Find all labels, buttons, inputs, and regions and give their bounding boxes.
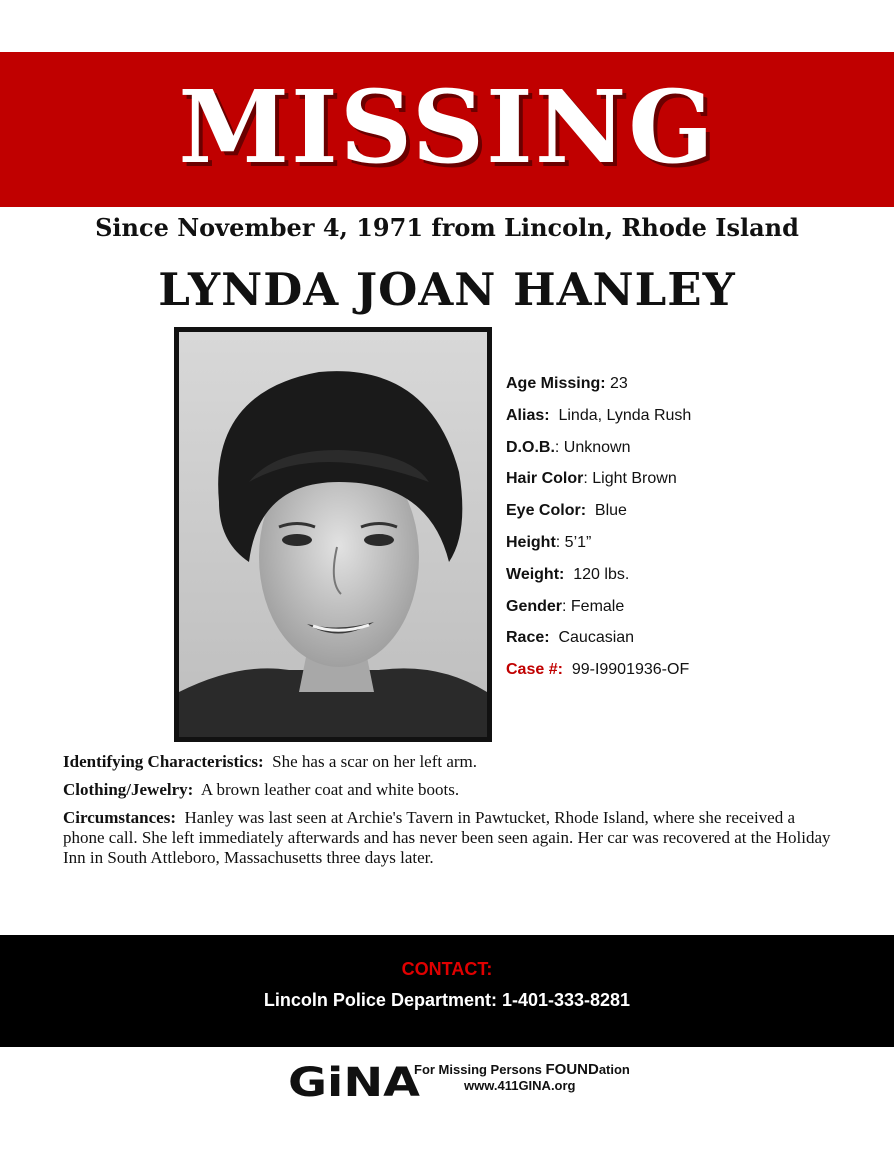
detail-dob-label: D.O.B. (506, 438, 555, 456)
detail-height (506, 531, 866, 563)
detail-alias-label: Alias: (506, 406, 550, 424)
clothing-jewelry (63, 780, 833, 800)
circumstances-label: Circumstances: (63, 808, 176, 827)
detail-race (506, 626, 866, 658)
tagline-suffix: ation (598, 1062, 630, 1077)
foundation-text (414, 1062, 634, 1094)
detail-hair-color-label: Hair Color (506, 470, 584, 488)
identifying-text: She has a scar on her left arm. (272, 752, 478, 771)
identifying-characteristics (63, 752, 833, 772)
detail-weight-label: Weight: (506, 565, 565, 583)
portrait-photo (179, 332, 487, 737)
identifying-label: Identifying Characteristics: (63, 752, 264, 771)
foundation-website[interactable]: www.411GINA.org (464, 1078, 576, 1093)
circumstances (63, 808, 833, 868)
tagline-prefix: For Missing Persons (414, 1062, 546, 1077)
detail-hair-color (506, 467, 866, 499)
detail-alias-value: Linda, Lynda Rush (558, 406, 692, 424)
detail-eye-color-value: Blue (594, 502, 627, 520)
contact-info: Lincoln Police Department: 1-401-333-8281 (263, 990, 631, 1010)
detail-case-number-label: Case #: (506, 661, 563, 679)
detail-race-label: Race: (506, 629, 550, 647)
detail-age-value: 23 (610, 375, 628, 392)
clothing-text: A brown leather coat and white boots. (200, 780, 460, 799)
circumstances-text: Hanley was last seen at Archie's Tavern in Pawtucket, Rhode Island, where she received a phone call. She left immediately afterwards and has never been seen again. Her car was recovered at the Holiday Inn in South Attleboro, Massachusetts three days later. (63, 808, 831, 867)
detail-race-value: Caucasian (558, 629, 635, 647)
detail-weight-value: 120 lbs. (573, 565, 630, 583)
description-block (63, 752, 833, 876)
detail-case-number (506, 658, 866, 690)
detail-gender-value: : Female (562, 597, 625, 615)
detail-height-value: : 5’1” (555, 533, 592, 551)
foundation-tagline (414, 1062, 634, 1078)
detail-case-number-value: 99-I9901936-OF (571, 661, 690, 679)
missing-since-line: Since November 4, 1971 from Lincoln, Rhode Island (95, 213, 799, 242)
detail-gender (506, 595, 866, 627)
detail-hair-color-value: : Light Brown (583, 470, 677, 488)
detail-weight (506, 563, 866, 595)
detail-dob (506, 436, 866, 468)
person-name: LYNDA JOAN HANLEY (158, 263, 736, 316)
gina-logo-text: GiNA (288, 1060, 421, 1104)
detail-eye-color-label: Eye Color: (506, 502, 587, 520)
tagline-found: FOUND (545, 1061, 599, 1078)
missing-title: MISSING (178, 68, 716, 186)
detail-alias (506, 404, 866, 436)
detail-height-label: Height (506, 533, 556, 551)
detail-dob-value: : Unknown (554, 438, 631, 456)
detail-eye-color (506, 499, 866, 531)
contact-label: CONTACT: (401, 959, 493, 979)
detail-gender-label: Gender (506, 597, 563, 615)
details-list (506, 372, 866, 690)
clothing-label: Clothing/Jewelry: (63, 780, 194, 799)
photo-frame (174, 327, 492, 742)
detail-age-label: Age Missing: (506, 375, 606, 392)
gina-logo (288, 1058, 428, 1104)
detail-age (506, 372, 866, 404)
